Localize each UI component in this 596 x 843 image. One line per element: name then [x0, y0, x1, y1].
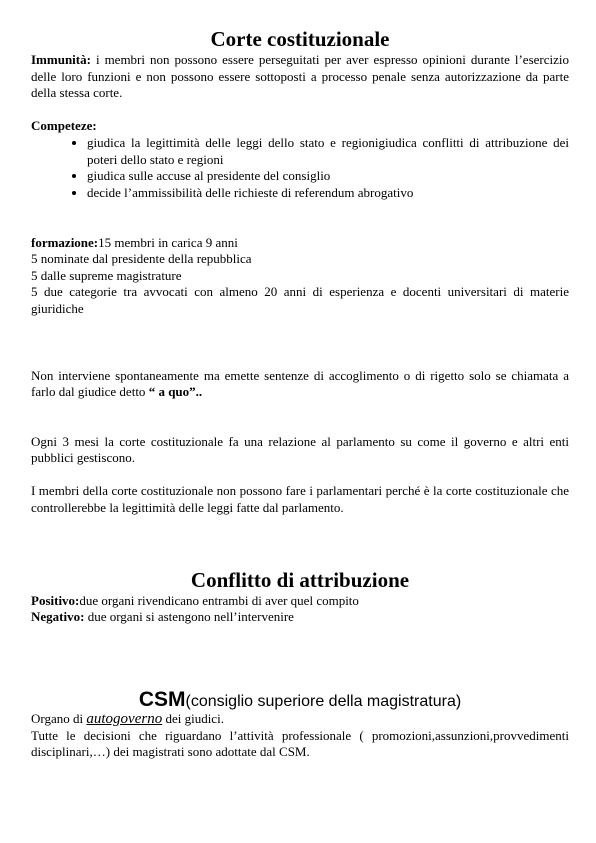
csm-full: (consiglio superiore della magistratura)	[185, 693, 462, 711]
immunita-paragraph	[31, 52, 569, 102]
decisioni-paragraph: Tutte le decisioni che riguardano l’attività professionale ( promozioni,assunzioni,provvedimenti disciplinari,…) dei magistrati sono adottate dal CSM.	[31, 727, 569, 760]
competenze-heading	[31, 118, 569, 135]
negativo-label: Negativo:	[31, 609, 85, 625]
organo-prefix: Organo di	[31, 711, 87, 727]
competenze-item: • giudica la legittimità delle leggi dello stato e regionigiudica conflitti di attribuzione dei poteri dello stato e regioni	[87, 135, 569, 168]
section-title-corte: Corte costituzionale	[210, 27, 390, 51]
relazione-paragraph: Ogni 3 mesi la corte costituzionale fa una relazione al parlamento su come il governo e altri enti pubblici gestiscono.	[31, 433, 569, 466]
formazione-line: 5 dalle supreme magistrature	[31, 267, 182, 283]
positivo-paragraph	[31, 593, 569, 610]
competenze-item: • decide l’ammissibilità delle richieste di referendum abrogativo	[87, 185, 569, 202]
negativo-paragraph	[31, 609, 569, 626]
section-title-conflitto: Conflitto di attribuzione	[190, 567, 410, 592]
immunita-text: i membri non possono essere perseguitati per aver espresso opinioni durante l’esercizio delle loro funzioni e non possono essere sottoposti a processo penale senza autorizzazione da parte della stessa corte.	[31, 52, 569, 101]
interviene-paragraph	[31, 368, 569, 401]
organo-paragraph	[31, 711, 569, 728]
spacer	[31, 676, 569, 693]
spacer	[31, 318, 569, 368]
formazione-paragraph	[31, 235, 569, 252]
spacer	[31, 467, 569, 484]
negativo-text: due organi si astengono nell’intervenire	[84, 609, 294, 625]
formazione-line: 5 due categorie tra avvocati con almeno 20 anni di esperienza e docenti universitari di materie giuridiche	[31, 284, 569, 316]
autogoverno-emph: autogoverno	[86, 711, 163, 728]
a-quo-term: “ a quo”..	[148, 384, 203, 400]
section-title-csm	[31, 688, 569, 712]
positivo-text: due organi rivendicano entrambi di aver quel compito	[79, 592, 359, 608]
interviene-text: Non interviene spontaneamente ma emette sentenze di accoglimento o di rigetto solo se chiamata a farlo dal giudice detto	[31, 367, 569, 400]
competenze-item: • giudica sulle accuse al presidente del consiglio	[87, 168, 569, 185]
spacer	[31, 401, 569, 434]
immunita-label: Immunità:	[31, 52, 91, 67]
formazione-line: 5 nominate dal presidente della repubblica	[31, 251, 252, 267]
csm-abbr: CSM	[138, 688, 186, 712]
spacer	[31, 218, 569, 235]
spacer	[31, 517, 569, 567]
spacer	[31, 102, 569, 119]
competenze-label: Competeze:	[31, 118, 97, 134]
spacer	[31, 201, 569, 218]
organo-suffix: dei giudici.	[162, 711, 224, 727]
positivo-label: Positivo:	[31, 592, 80, 608]
formazione-label: formazione:	[31, 234, 99, 250]
membri-paragraph: I membri della corte costituzionale non possono fare i parlamentari perché è la corte costituzionale che controllerebbe la legittimità delle leggi fatte dal parlamento.	[31, 483, 569, 516]
spacer	[31, 626, 569, 676]
formazione-text: 15 membri in carica 9 anni	[98, 234, 238, 250]
competenze-list	[31, 135, 569, 201]
